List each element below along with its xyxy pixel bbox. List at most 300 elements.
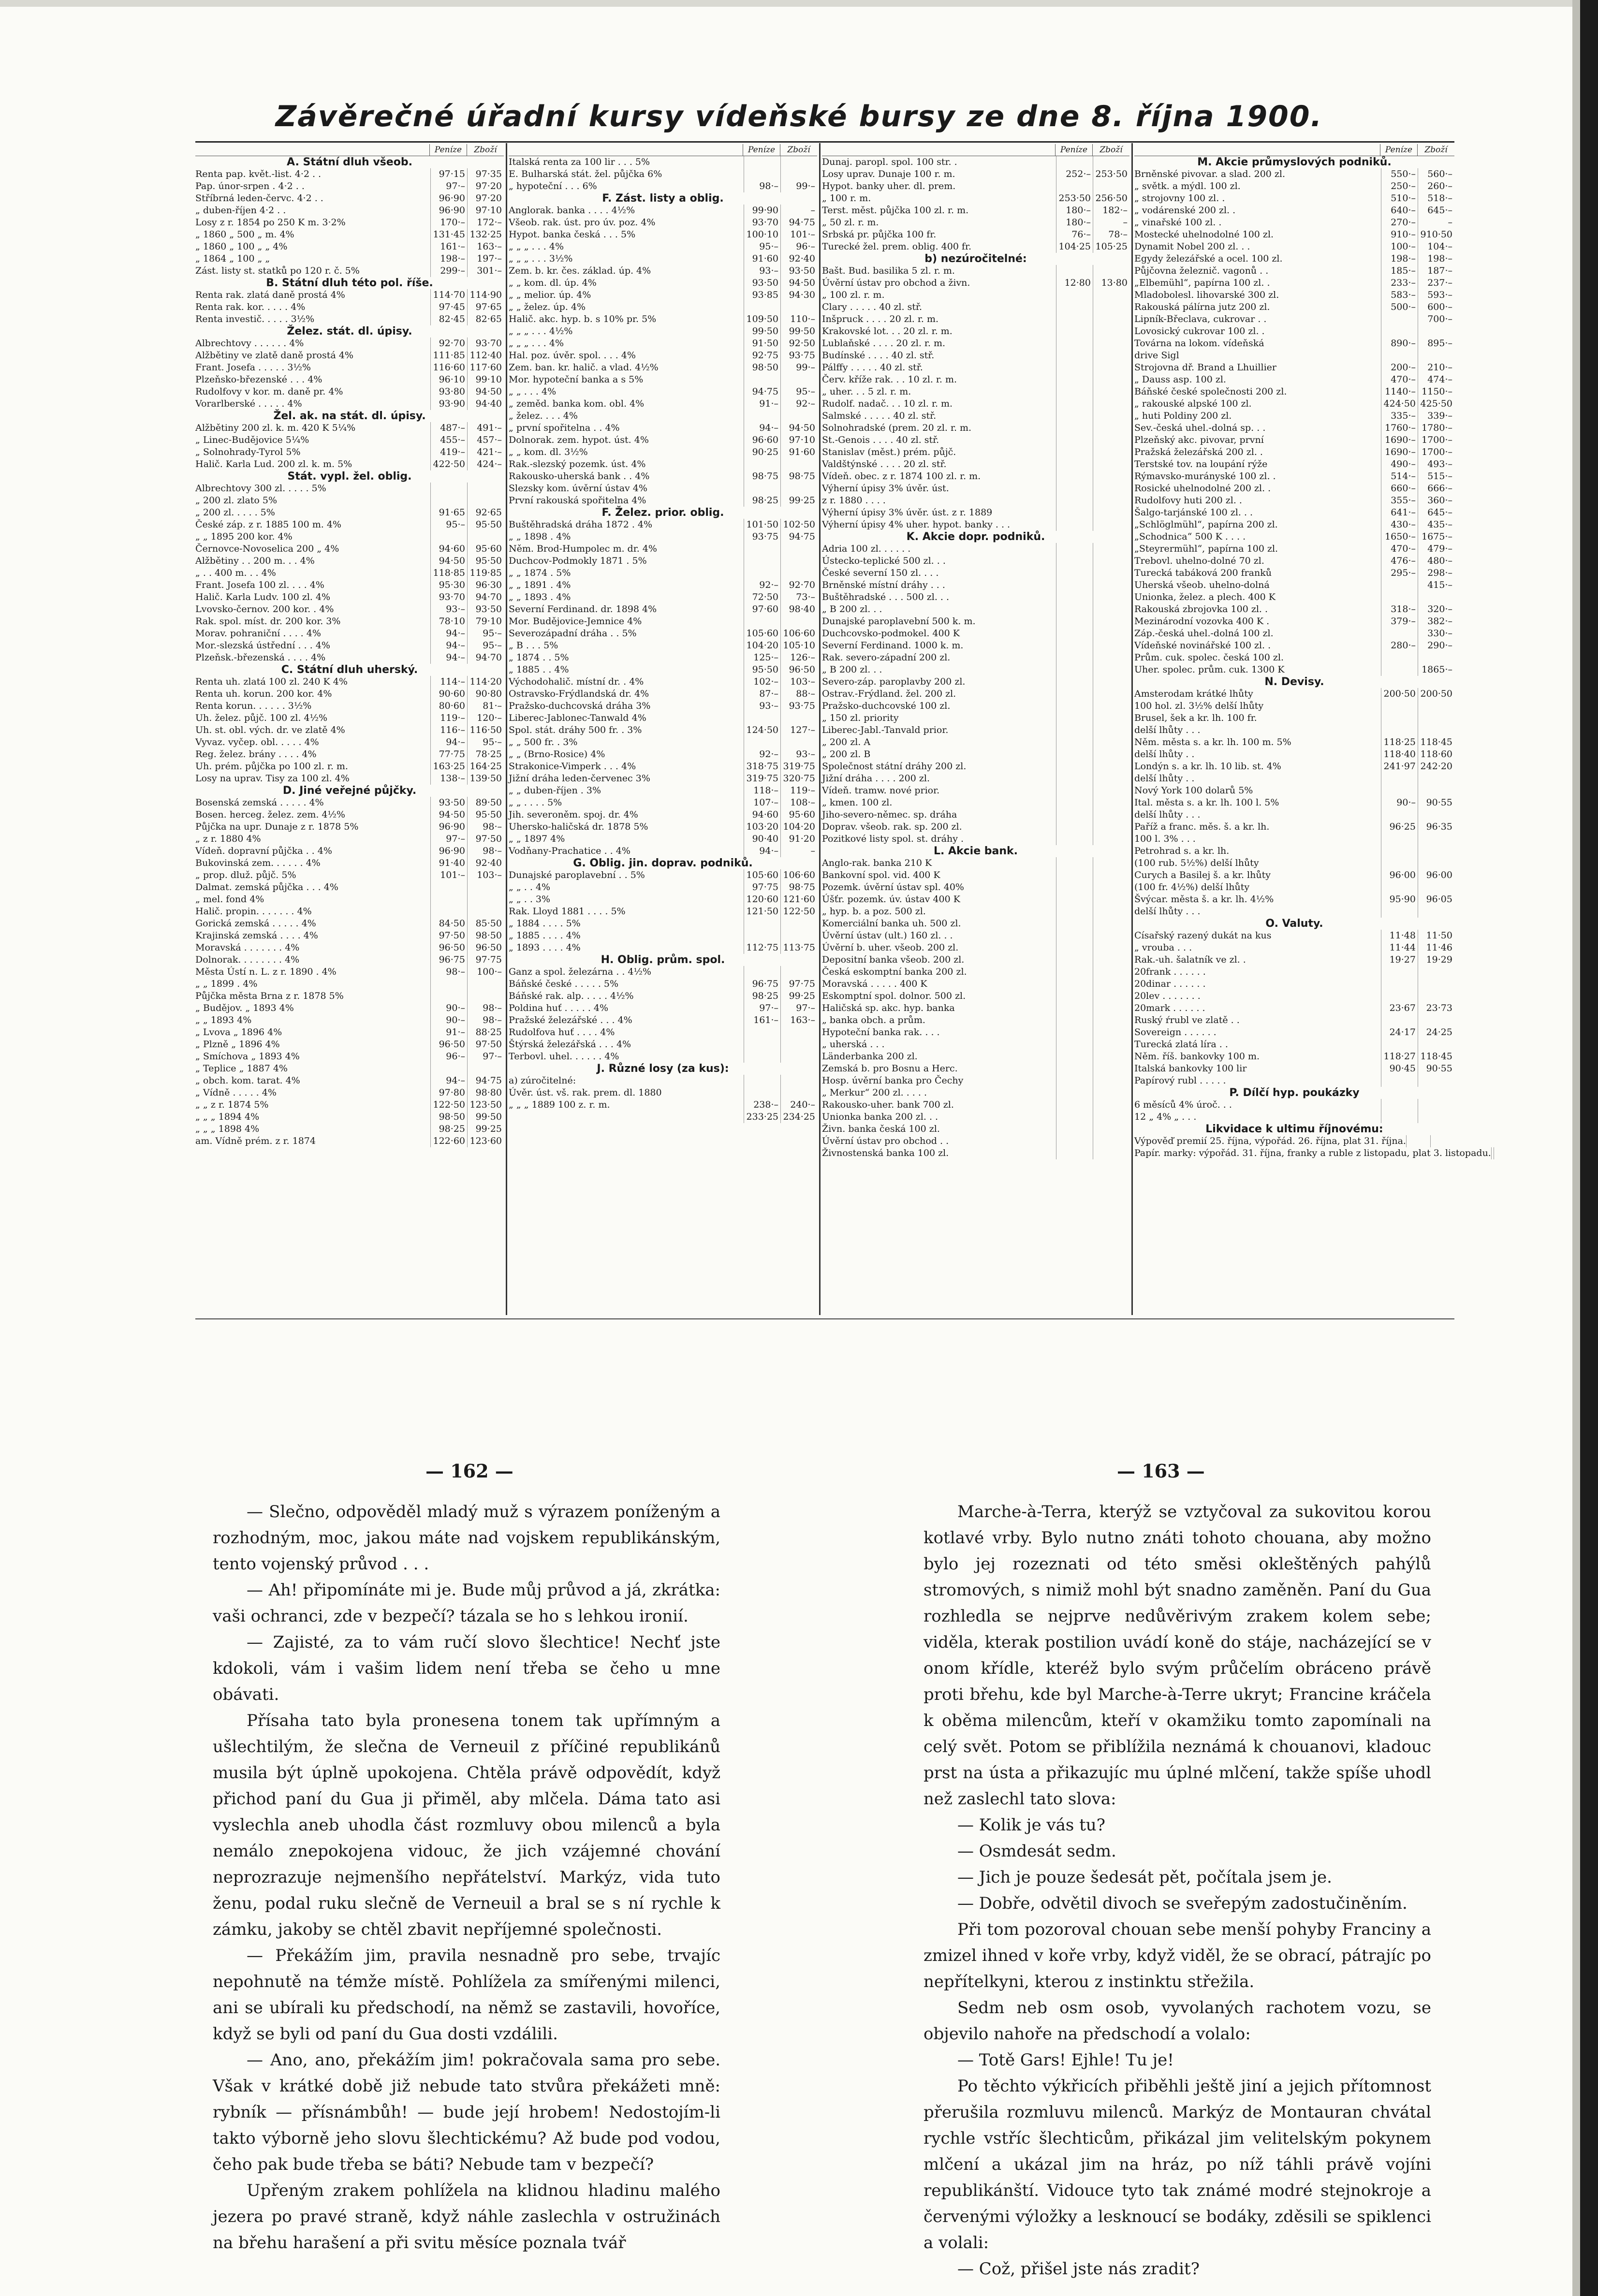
price-goods: 23·73	[1418, 1002, 1454, 1014]
price-money: 11·44	[1381, 942, 1418, 954]
price-money: 233·–	[1381, 277, 1418, 289]
header-goods: Zboží	[467, 144, 504, 156]
price-money	[1056, 881, 1093, 893]
price-money	[1056, 591, 1093, 603]
quote-row	[822, 350, 1129, 362]
security-name: delší lhůty . . .	[1134, 809, 1201, 820]
quote-row	[1134, 1002, 1454, 1014]
price-goods: 85·50	[467, 918, 504, 930]
price-goods	[1093, 1123, 1129, 1135]
price-money	[1056, 350, 1093, 362]
quote-row	[195, 434, 504, 446]
security-name: Mostecké uhelnodolné 100 zl.	[1134, 229, 1274, 240]
price-goods: 96·50	[780, 664, 817, 676]
price-goods	[1418, 906, 1454, 918]
quote-row	[509, 603, 817, 615]
price-money: 77·75	[430, 748, 467, 760]
price-goods: 93·50	[780, 265, 817, 277]
price-goods: 474·–	[1418, 374, 1454, 386]
quote-row	[822, 640, 1129, 652]
price-goods	[1093, 724, 1129, 736]
price-goods: 200·50	[1418, 688, 1454, 700]
price-goods: 100·–	[467, 966, 504, 978]
quote-row	[1134, 458, 1454, 470]
security-name: Unionka, želez. a plech. 400 K	[1134, 592, 1275, 602]
security-name: Papír. marky: výpořád. 31. října, franky a ruble z listopadu, plat 3. listopadu.	[1134, 1148, 1491, 1158]
price-money: 95·–	[430, 519, 467, 531]
security-name: Pozemk. úvěrní ústav spl. 40%	[822, 882, 964, 892]
security-name: Renta uh. korun. 200 kor. 4%	[195, 688, 332, 699]
security-name: (100 rub. 5½%) delší lhůty	[1134, 858, 1259, 868]
price-goods	[1093, 640, 1129, 652]
price-money	[1056, 422, 1093, 434]
price-goods	[780, 966, 817, 978]
price-money: 99·50	[744, 325, 780, 337]
quote-row	[822, 664, 1129, 676]
paragraph: — Zajisté, za to vám ručí slovo šlechtice! Nechť jste kdokoli, vám i vašim lidem není třeba se čeho u mne obávati.	[213, 1633, 720, 1704]
price-money	[1056, 773, 1093, 785]
price-goods	[1093, 495, 1129, 507]
security-name: „ „ 1898 . 4%	[509, 531, 571, 542]
price-money: 241·97	[1381, 760, 1418, 773]
price-money	[1056, 640, 1093, 652]
price-money: 94·–	[430, 1075, 467, 1087]
price-goods: 256·50	[1093, 192, 1129, 205]
price-money: 96·90	[430, 192, 467, 205]
quote-row	[1134, 301, 1454, 313]
security-name: delší lhůty . .	[1134, 749, 1195, 760]
security-name: „ 1860 „ 500 „ m. 4%	[195, 229, 294, 240]
price-goods: 91·60	[780, 446, 817, 458]
price-money: 94·–	[430, 652, 467, 664]
security-name: J. Různé losy (za kus):	[597, 1063, 729, 1075]
price-goods	[1418, 845, 1454, 857]
price-goods: 81·–	[467, 700, 504, 712]
security-name: Báňské české . . . . . 5%	[509, 979, 619, 989]
security-name: Pražská železářská 200 zl. .	[1134, 447, 1263, 457]
security-name: Anglo-rak. banka 210 K	[822, 858, 932, 868]
security-name: Želez. stát. dl. úpisy.	[287, 325, 412, 337]
quote-row	[509, 615, 817, 628]
price-money	[1381, 591, 1418, 603]
price-money: 23·67	[1381, 1002, 1418, 1014]
security-name: Zást. listy st. statků po 120 r. č. 5%	[195, 265, 360, 276]
paragraph: — Jich je pouze šedesát pět, počítala jsem je.	[957, 1868, 1332, 1887]
price-money: 198·–	[430, 253, 467, 265]
price-money: 119·–	[430, 712, 467, 724]
price-money: 100·–	[1381, 241, 1418, 253]
security-name: Zemská b. pro Bosnu a Herc.	[822, 1063, 958, 1074]
price-money: 96·–	[430, 1051, 467, 1063]
price-goods: 95·–	[467, 628, 504, 640]
price-goods: 88·25	[467, 1026, 504, 1038]
section-heading	[509, 192, 817, 205]
price-goods: 82·65	[467, 313, 504, 325]
price-goods	[780, 615, 817, 628]
quote-row	[509, 628, 817, 640]
security-name: Něm. města s. a kr. lh. 100 m. 5%	[1134, 737, 1291, 747]
price-goods: 123·50	[467, 1099, 504, 1111]
price-money	[744, 374, 780, 386]
quote-row	[195, 906, 504, 918]
price-goods: 96·05	[1418, 893, 1454, 906]
price-goods	[1418, 1099, 1454, 1111]
price-money: 96·25	[1381, 821, 1418, 833]
column-header	[195, 144, 504, 156]
price-money: 94·50	[430, 809, 467, 821]
quote-row	[1134, 688, 1454, 700]
security-name: Dunajské paroplavební 500 k. m.	[822, 616, 976, 627]
price-money: 252·–	[1056, 168, 1093, 180]
security-name: Půjčka na upr. Dunaje z r. 1878 5%	[195, 821, 359, 832]
quote-row	[1134, 422, 1454, 434]
security-name: Terstské tov. na loupání rýže	[1134, 459, 1268, 469]
quote-row	[1134, 1026, 1454, 1038]
security-name: Živn. banka česká 100 zl.	[822, 1124, 940, 1134]
security-name: Jiho-severo-němec. sp. dráha	[822, 809, 957, 820]
price-goods: 99·25	[780, 990, 817, 1002]
price-goods: 97·50	[467, 1038, 504, 1051]
security-name: Moravská . . . . . 400 K	[822, 979, 927, 989]
price-goods: 11·46	[1418, 942, 1454, 954]
quote-row	[822, 833, 1129, 845]
price-money: 98·25	[744, 495, 780, 507]
price-goods: 95·50	[467, 809, 504, 821]
price-money	[1381, 652, 1418, 664]
price-money: 424·50	[1381, 398, 1418, 410]
price-money	[1056, 1123, 1093, 1135]
quote-row	[195, 241, 504, 253]
quote-row	[509, 229, 817, 241]
price-money: 93·85	[744, 289, 780, 301]
price-goods: 116·50	[467, 724, 504, 736]
quote-row	[509, 978, 817, 990]
price-goods: 187·–	[1418, 265, 1454, 277]
quote-row	[195, 398, 504, 410]
price-money	[1056, 652, 1093, 664]
quote-row	[195, 374, 504, 386]
security-name	[509, 1111, 744, 1123]
quote-row	[509, 809, 817, 821]
quote-row	[509, 1014, 817, 1026]
price-money	[1056, 748, 1093, 760]
security-name: Sev.-česká uhel.-dolná sp. . .	[1134, 423, 1266, 433]
quote-row	[509, 362, 817, 374]
price-goods: 98·80	[467, 1087, 504, 1099]
price-goods	[467, 978, 504, 990]
quote-row	[195, 676, 504, 688]
security-name: Česká eskomptní banka 200 zl.	[822, 966, 967, 977]
price-money	[1381, 700, 1418, 712]
quote-row	[509, 748, 817, 760]
quote-row	[822, 918, 1129, 930]
price-goods: 210·–	[1418, 362, 1454, 374]
price-money: 295·–	[1381, 567, 1418, 579]
price-money	[1381, 628, 1418, 640]
price-goods	[780, 543, 817, 555]
price-goods: 119·85	[467, 567, 504, 579]
price-money	[744, 1075, 780, 1087]
security-name: „ „ 1899 . 4%	[195, 979, 258, 989]
quote-row	[195, 217, 504, 229]
price-goods: 260·–	[1418, 180, 1454, 192]
price-goods	[1093, 700, 1129, 712]
security-name: Bankovní spol. vid. 400 K	[822, 870, 940, 880]
price-goods: 1675·–	[1418, 531, 1454, 543]
security-name: Turecká zlatá líra . .	[1134, 1039, 1228, 1050]
security-name: Černovce-Novoselica 200 „ 4%	[195, 543, 339, 554]
price-goods	[1418, 978, 1454, 990]
security-name: Severo-záp. paroplavby 200 zl.	[822, 676, 966, 687]
price-goods: 119·–	[780, 785, 817, 797]
price-money	[1056, 930, 1093, 942]
page-number-right: — 163 —	[1117, 1460, 1205, 1482]
quote-row	[195, 531, 504, 543]
security-name: Doprav. všeob. rak. sp. 200 zl.	[822, 821, 962, 832]
price-goods	[1418, 1075, 1454, 1087]
price-money: 91·40	[430, 857, 467, 869]
price-money	[1056, 265, 1093, 277]
security-name: Pozitkové listy spol. st. dráhy .	[822, 834, 964, 844]
price-money	[1381, 350, 1418, 362]
price-goods: 79·10	[467, 615, 504, 628]
security-name: Úvěrní ústav pro obchod . .	[822, 1136, 949, 1146]
security-name: „ „ 1897 4%	[509, 834, 565, 844]
price-money: 93·75	[744, 531, 780, 543]
quote-row	[1134, 1063, 1454, 1075]
quote-row	[822, 458, 1129, 470]
price-money: 514·–	[1381, 470, 1418, 483]
quote-row	[195, 168, 504, 180]
security-name: 6 měsíců 4% úroč. . .	[1134, 1099, 1232, 1110]
price-money	[744, 168, 780, 180]
price-goods: 515·–	[1418, 470, 1454, 483]
security-name: „ duben-říjen 4·2 . .	[195, 205, 286, 216]
price-money: 500·–	[1381, 301, 1418, 313]
quote-row	[1134, 1051, 1454, 1063]
security-name: „ 1874 . . 5%	[509, 652, 569, 663]
quote-row	[822, 519, 1129, 531]
quote-row	[1134, 760, 1454, 773]
price-money: 93·–	[744, 265, 780, 277]
quote-row	[822, 712, 1129, 724]
quote-row	[195, 615, 504, 628]
section-heading	[509, 1063, 817, 1075]
price-money	[1056, 906, 1093, 918]
security-name: „Schodnica“ 500 K . . . .	[1134, 531, 1246, 542]
section-heading	[1134, 1123, 1454, 1135]
quote-row	[1134, 591, 1454, 603]
price-money	[744, 410, 780, 422]
price-goods	[1093, 676, 1129, 688]
security-name: Buštěhradská dráha 1872 . 4%	[509, 519, 653, 530]
price-goods	[780, 1075, 817, 1087]
price-money	[1056, 483, 1093, 495]
price-goods	[467, 906, 504, 918]
quote-row	[822, 603, 1129, 615]
security-name: Půjčovna železnič. vagonů . .	[1134, 265, 1269, 276]
price-money: 96·75	[744, 978, 780, 990]
price-goods: 99·25	[780, 495, 817, 507]
price-money	[1056, 978, 1093, 990]
price-goods	[1093, 893, 1129, 906]
security-name: „ vrouba . . .	[1134, 942, 1192, 953]
quote-row	[509, 205, 817, 217]
security-name: Úvěr. úst. vš. rak. prem. dl. 1880	[509, 1087, 662, 1098]
quote-row	[195, 1038, 504, 1051]
price-goods	[1418, 591, 1454, 603]
security-name: Renta uh. zlatá 100 zl. 240 K 4%	[195, 676, 348, 687]
security-name: Báňské rak. alp. . . . . 4½%	[509, 991, 634, 1001]
price-goods: 95·50	[467, 555, 504, 567]
security-name: Italská renta za 100 lir . . . 5%	[509, 157, 650, 167]
security-name: Renta rak. kor. . . . . 4%	[195, 302, 306, 312]
price-money: 98·50	[430, 1111, 467, 1123]
quote-row	[1134, 217, 1454, 229]
price-money	[1056, 1051, 1093, 1063]
quote-row	[1134, 906, 1454, 918]
price-goods	[1093, 1051, 1129, 1063]
price-money	[1056, 495, 1093, 507]
price-goods	[1418, 700, 1454, 712]
price-goods	[1093, 434, 1129, 446]
price-money: 200·–	[1381, 362, 1418, 374]
price-money	[1056, 700, 1093, 712]
price-money: 98·–	[744, 180, 780, 192]
security-name: Turecká tabáková 200 franků	[1134, 568, 1272, 578]
price-money: 76·–	[1056, 229, 1093, 241]
security-name: „ „ „ . . . 3½%	[509, 253, 573, 264]
security-name: Rýmavsko-murányské 100 zl. .	[1134, 471, 1276, 482]
price-goods: 99·–	[780, 362, 817, 374]
security-name: Jižní dráha leden-červenec 3%	[509, 773, 650, 784]
price-money: 299·–	[430, 265, 467, 277]
price-money: 121·50	[744, 906, 780, 918]
price-goods: 425·50	[1418, 398, 1454, 410]
security-name: Švýcar. města š. a kr. lh. 4½%	[1134, 894, 1274, 905]
price-money	[1056, 362, 1093, 374]
price-goods: 96·35	[1418, 821, 1454, 833]
price-money	[744, 458, 780, 470]
price-money: 318·–	[1381, 603, 1418, 615]
quote-row	[195, 688, 504, 700]
price-goods: 94·75	[780, 531, 817, 543]
price-goods: 1865·–	[1418, 664, 1454, 676]
price-goods: 118·45	[1418, 736, 1454, 748]
quote-row	[195, 337, 504, 350]
quote-row	[822, 507, 1129, 519]
price-goods	[1093, 446, 1129, 458]
price-money: 98·50	[744, 362, 780, 374]
security-name: Plzeňský akc. pivovar, první	[1134, 435, 1264, 445]
price-money	[1056, 712, 1093, 724]
quote-row	[195, 422, 504, 434]
quote-row	[822, 289, 1129, 301]
quote-row	[822, 543, 1129, 555]
security-name: „ Merkur“ 200 zl. . . . .	[822, 1087, 927, 1098]
price-goods: 92·40	[780, 253, 817, 265]
price-goods: 95·–	[467, 640, 504, 652]
price-goods: 518·–	[1418, 192, 1454, 205]
price-money: 91·–	[430, 1026, 467, 1038]
quote-row	[1134, 652, 1454, 664]
price-goods	[780, 1087, 817, 1099]
price-money: 94·–	[744, 845, 780, 857]
paragraph: Po těchto výkřicích přiběhli ještě jiní a jejich přítomnost přerušila rozmluvu milenců. Markýz de Montauran chvátal rychle vstříc šlechticům, přikázal jim velitelským pokynem mlčení a ukázal jim na hráz, po níž táhli právě vojíni republikánští. Vidouce tyto tak známé modré stejnokroje a červenými výložky a lesknoucí se bodáky, zděsili se spiklenci a volali:	[924, 2077, 1431, 2252]
price-money: 111·85	[430, 350, 467, 362]
security-name: Rudolfovy v kor. m. daně pr. 4%	[195, 386, 343, 397]
price-goods: 93·70	[467, 337, 504, 350]
security-name: A. Státní dluh všeob.	[287, 156, 412, 168]
security-name: Halič. Karla Lud. 200 zl. k. m. 5%	[195, 459, 352, 469]
price-goods: 1700·–	[1418, 434, 1454, 446]
security-name: z r. 1880 . . . .	[822, 495, 886, 506]
price-money	[1056, 628, 1093, 640]
price-money	[1056, 724, 1093, 736]
price-goods: 89·50	[467, 797, 504, 809]
section-heading	[195, 325, 504, 337]
quote-row	[195, 543, 504, 555]
price-goods: 97·65	[467, 301, 504, 313]
price-goods: 95·60	[467, 543, 504, 555]
price-money: 101·50	[744, 519, 780, 531]
price-goods	[1494, 1147, 1496, 1159]
price-money: 131·45	[430, 229, 467, 241]
security-name: Továrna na lokom. vídeňská	[1134, 338, 1264, 349]
price-money	[744, 1087, 780, 1099]
security-name: Lvovsko-černov. 200 kor. . 4%	[195, 604, 334, 614]
quote-row	[195, 942, 504, 954]
price-goods: 95·60	[780, 809, 817, 821]
quote-row	[822, 760, 1129, 773]
quote-row	[1134, 833, 1454, 845]
price-money	[430, 531, 467, 543]
security-name: Města Ústí n. L. z r. 1890 . 4%	[195, 966, 337, 977]
security-name: Dolnorak. . . . . . . . 4%	[195, 954, 300, 965]
security-name: Bosenská zemská . . . . . 4%	[195, 797, 324, 808]
price-money	[1056, 1075, 1093, 1087]
quote-row	[822, 785, 1129, 797]
price-money: 660·–	[1381, 483, 1418, 495]
price-goods: 94·30	[780, 289, 817, 301]
security-name: Liberec-Jabl.-Tanvald prior.	[822, 725, 949, 735]
price-goods: 330·–	[1418, 628, 1454, 640]
security-name: Hal. poz. úvěr. spol. . . . 4%	[509, 350, 636, 361]
security-name: „ „ „ 1894 4%	[195, 1111, 260, 1122]
security-name: „ 50 zl. r. m.	[822, 217, 879, 228]
price-money	[1381, 724, 1418, 736]
price-money	[1381, 978, 1418, 990]
security-name: České záp. z r. 1885 100 m. 4%	[195, 519, 341, 530]
price-goods	[1093, 966, 1129, 978]
price-money: 161·–	[430, 241, 467, 253]
quote-row	[509, 785, 817, 797]
price-goods: 415·–	[1418, 579, 1454, 591]
price-goods	[467, 495, 504, 507]
quote-row	[509, 591, 817, 603]
quote-row	[1134, 567, 1454, 579]
security-name: 100 l. 3% . . .	[1134, 834, 1196, 844]
price-money: 24·17	[1381, 1026, 1418, 1038]
price-money: 95·90	[1381, 893, 1418, 906]
security-name: Společnost státní dráhy 200 zl.	[822, 761, 967, 772]
quote-row	[822, 410, 1129, 422]
price-goods: 104·–	[1418, 241, 1454, 253]
price-money: 97·80	[430, 1087, 467, 1099]
quote-row	[195, 1123, 504, 1135]
security-name: Rudolfovy huti 200 zl. .	[1134, 495, 1242, 506]
quote-row	[1134, 289, 1454, 301]
